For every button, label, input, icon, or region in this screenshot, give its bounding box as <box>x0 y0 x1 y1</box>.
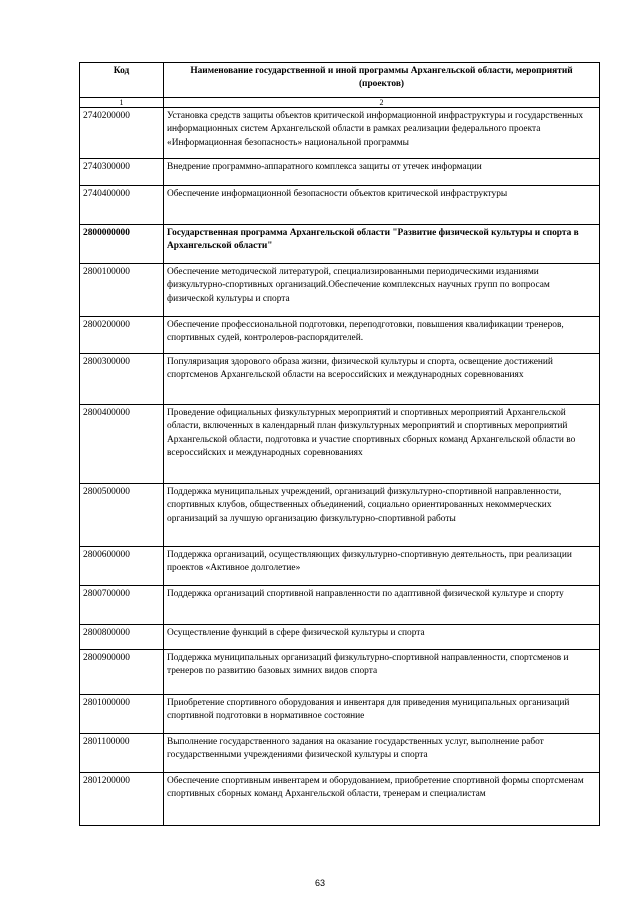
table-row <box>80 186 600 225</box>
program-name-cell: Государственная программа Архангельской области "Развитие физической культуры и спорта в Архангельской области" <box>164 225 600 264</box>
program-code-cell: 2800900000 <box>80 650 164 695</box>
program-code-cell: 2800100000 <box>80 264 164 317</box>
program-code-cell: 2801000000 <box>80 695 164 734</box>
program-name-cell: Поддержка муниципальных учреждений, организаций физкультурно-спортивной направленности, спортивных клубов, общественных объединений, социально ориентированных некоммерческих организаций за лучшую организацию физкультурно-спортивной работы <box>164 484 600 547</box>
page-number: 63 <box>314 878 325 888</box>
program-name-cell: Выполнение государственного задания на оказание государственных услуг, выполнение работ государственными учреждениями физической культуры и спорта <box>164 734 600 773</box>
program-name-cell: Осуществление функций в сфере физической культуры и спорта <box>164 625 600 650</box>
table-row <box>80 773 600 826</box>
program-code-cell: 2800800000 <box>80 625 164 650</box>
program-code-cell: 2740400000 <box>80 186 164 225</box>
program-code-cell: 2800000000 <box>80 225 164 264</box>
program-code-cell: 2800300000 <box>80 354 164 405</box>
program-code-cell: 2800500000 <box>80 484 164 547</box>
program-name-cell: Поддержка организаций, осуществляющих физкультурно-спортивную деятельность, при реализации проектов «Активное долголетие» <box>164 547 600 586</box>
table-row <box>80 264 600 317</box>
program-code-cell: 2740200000 <box>80 108 164 159</box>
table-row <box>80 734 600 773</box>
program-name-cell: Проведение официальных физкультурных мероприятий и спортивных мероприятий Архангельской области, включенных в календарный план физкультурных мероприятий и спортивных мероприятий Архангельской области, подготовка и участие спортивных сборных команд Архангельской области во всероссийских и международных соревнованиях <box>164 405 600 484</box>
table-row <box>80 547 600 586</box>
table-row <box>80 650 600 695</box>
program-name-cell: Обеспечение методической литературой, специализированными периодическими изданиями физкультурно-спортивных организаций.Обеспечение комплексных научных групп по вопросам физической культуры и спорта <box>164 264 600 317</box>
program-name-cell: Поддержка организаций спортивной направленности по адаптивной физической культуре и спорту <box>164 586 600 625</box>
code-column-header: Код <box>80 63 164 98</box>
table-row <box>80 317 600 354</box>
column-number-2: 2 <box>164 98 600 108</box>
program-code-cell: 2800700000 <box>80 586 164 625</box>
program-table <box>79 62 600 826</box>
program-code-cell: 2740300000 <box>80 159 164 186</box>
table-row <box>80 159 600 186</box>
table-row <box>80 695 600 734</box>
program-name-cell: Установка средств защиты объектов критической информационной инфраструктуры и государственных информационных систем Архангельской области в рамках реализации федерального проекта «Информационная безопасность» национальной программы <box>164 108 600 159</box>
name-column-header: Наименование государственной и иной программы Архангельской области, мероприятий (проектов) <box>164 63 600 98</box>
table-header-row <box>80 63 600 98</box>
table-row <box>80 354 600 405</box>
program-code-cell: 2801200000 <box>80 773 164 826</box>
column-number-1: 1 <box>80 98 164 108</box>
program-name-cell: Обеспечение профессиональной подготовки, переподготовки, повышения квалификации тренеров, спортивных судей, контролеров-распорядителей. <box>164 317 600 354</box>
program-name-cell: Популяризация здорового образа жизни, физической культуры и спорта, освещение достижений спортсменов Архангельской области на всероссийских и международных соревнованиях <box>164 354 600 405</box>
program-code-cell: 2800200000 <box>80 317 164 354</box>
program-name-cell: Обеспечение информационной безопасности объектов критической инфраструктуры <box>164 186 600 225</box>
table-row <box>80 108 600 159</box>
table-row <box>80 625 600 650</box>
table-row <box>80 484 600 547</box>
table-row <box>80 225 600 264</box>
column-number-row <box>80 98 600 108</box>
table-row <box>80 405 600 484</box>
program-code-cell: 2800400000 <box>80 405 164 484</box>
program-code-cell: 2800600000 <box>80 547 164 586</box>
program-name-cell: Поддержка муниципальных организаций физкультурно-спортивной направленности, спортсменов и тренеров по развитию базовых зимних видов спорта <box>164 650 600 695</box>
program-name-cell: Внедрение программно-аппаратного комплекса защиты от утечек информации <box>164 159 600 186</box>
table-row <box>80 586 600 625</box>
program-name-cell: Обеспечение спортивным инвентарем и оборудованием, приобретение спортивной формы спортсменам спортивных сборных команд Архангельской области, тренерам и специалистам <box>164 773 600 826</box>
program-code-cell: 2801100000 <box>80 734 164 773</box>
program-name-cell: Приобретение спортивного оборудования и инвентаря для приведения муниципальных организаций спортивной подготовки в нормативное состояние <box>164 695 600 734</box>
